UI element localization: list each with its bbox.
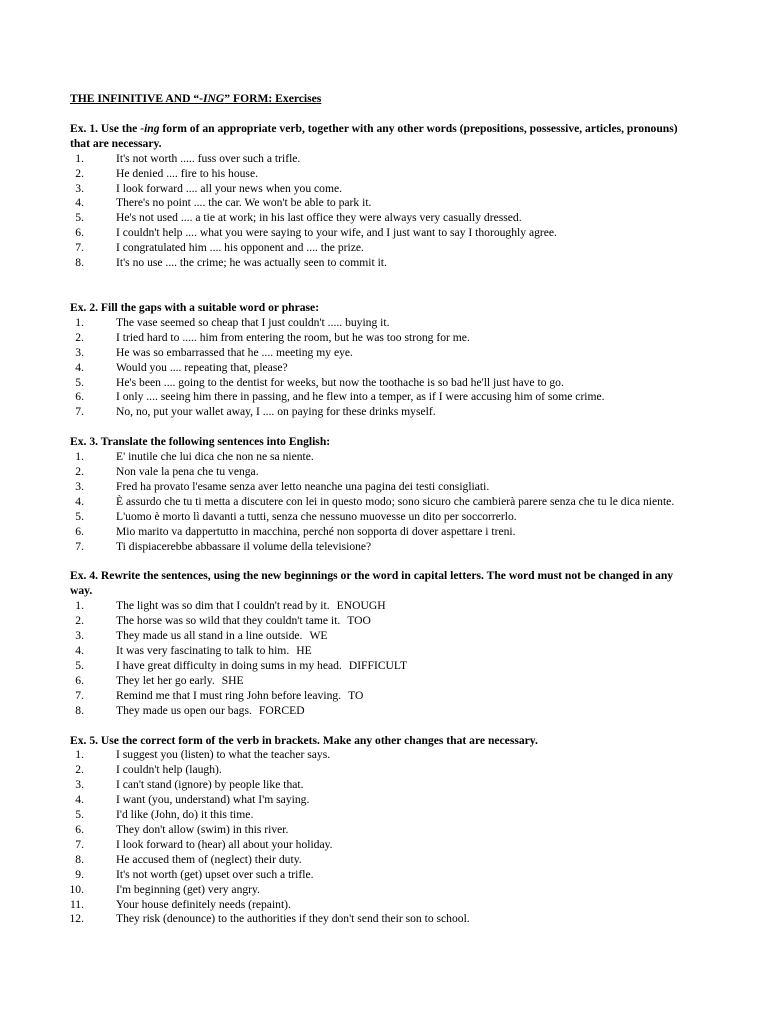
list-item [70,241,678,256]
item-number: 7. [75,405,84,419]
item-keyword: TO [348,688,364,702]
item-number: 3. [75,778,84,792]
list-item [70,495,678,510]
item-text: È assurdo che tu ti metta a discutere con lei in questo modo; sono sicuro che cambierà parere senza che tu le dica niente. [116,494,675,508]
item-number: 3. [75,345,84,359]
item-text: I only .... seeing him there in passing, and he flew into a temper, as if I were accusing him of some crime. [116,390,605,404]
section-spacer [70,271,678,301]
list-item [70,763,678,778]
item-text: It's not worth (get) upset over such a trifle. [116,867,314,881]
item-text: They let her go early. [116,673,215,687]
list-item [70,376,678,391]
title-text-italic: ING [203,92,225,105]
list-item [70,525,678,540]
list-item [70,480,678,495]
list-item [70,599,678,614]
item-keyword: DIFFICULT [348,658,408,672]
item-number: 7. [75,837,84,851]
list-item [70,898,678,913]
item-number: 5. [75,808,84,822]
item-text: Non vale la pena che tu venga. [116,465,259,479]
item-text: Mio marito va dappertutto in macchina, perché non sopporta di dover aspettare i treni. [116,524,516,538]
item-text: Would you .... repeating that, please? [116,360,288,374]
item-number: 8. [75,703,84,717]
list-item [70,704,678,719]
item-text: He's been .... going to the dentist for weeks, but now the toothache is so bad he'll just have to go. [116,375,564,389]
list-item [70,659,678,674]
exercise-5-heading: Ex. 5. Use the correct form of the verb in brackets. Make any other changes that are necessary. [70,733,538,747]
item-number: 6. [75,226,84,240]
item-number: 4. [75,793,84,807]
section-spacer [70,554,678,569]
list-item [70,614,678,629]
list-item [70,256,678,271]
exercise-3-heading: Ex. 3. Translate the following sentences into English: [70,435,331,449]
item-number: 1. [75,599,84,613]
item-number: 3. [75,479,84,493]
item-number: 9. [75,867,84,881]
list-item [70,674,678,689]
item-number: 7. [75,241,84,255]
item-text: I suggest you (listen) to what the teacher says. [116,748,331,762]
item-text: He accused them of (neglect) their duty. [116,852,302,866]
item-text: It's not worth ..... fuss over such a trifle. [116,151,301,165]
item-text: Fred ha provato l'esame senza aver letto neanche una pagina dei testi consigliati. [116,479,490,493]
item-keyword: TOO [347,614,371,628]
list-item [70,838,678,853]
document-title [70,92,678,107]
list-item [70,629,678,644]
item-text: I couldn't help (laugh). [116,763,222,777]
item-text: E' inutile che lui dica che non ne sa niente. [116,450,314,464]
item-text: I can't stand (ignore) by people like that. [116,778,304,792]
item-number: 6. [75,390,84,404]
item-number: 3. [75,181,84,195]
exercise-3 [70,435,678,554]
item-number: 5. [75,375,84,389]
list-item [70,316,678,331]
section-spacer [70,719,678,734]
list-item [70,331,678,346]
item-number: 2. [75,330,84,344]
item-text: He's not used .... a tie at work; in his last office they were always very casually dressed. [116,211,522,225]
list-item [70,390,678,405]
item-number: 4. [75,644,84,657]
list-item [70,346,678,361]
list-item [70,748,678,763]
item-number: 2. [75,763,84,777]
item-number: 4. [75,196,84,210]
list-item [70,853,678,868]
item-keyword: HE [296,644,312,657]
item-text: I couldn't help .... what you were saying to your wife, and I just want to say I thoroughly agree. [116,226,557,240]
list-item [70,868,678,883]
exercise-2-heading: Ex. 2. Fill the gaps with a suitable word or phrase: [70,300,320,314]
section-spacer [70,420,678,435]
exercise-4 [70,569,678,718]
heading-text: form of an appropriate verb, together with any other words (prepositions, possessive, articles, pronouns) that are necessary. [70,121,678,150]
item-number: 2. [75,614,84,628]
heading-text: Ex. 1. Use the [70,121,141,135]
item-number: 2. [75,465,84,479]
item-text: There's no point .... the car. We won't be able to park it. [116,196,372,210]
item-number: 11. [69,897,84,911]
list-item [70,778,678,793]
item-keyword: ENOUGH [336,599,386,613]
item-text: L'uomo è morto lì davanti a tutti, senza che nessuno muovesse un dito per soccorrerlo. [116,509,517,523]
exercise-2 [70,301,678,420]
list-item [70,182,678,197]
exercise-4-heading: Ex. 4. Rewrite the sentences, using the new beginnings or the word in capital letters. The word must not be changed in any way. [70,569,674,598]
item-text: Ti dispiacerebbe abbassare il volume della televisione? [116,539,372,553]
list-item [70,689,678,704]
heading-italic: -ing [140,121,160,135]
item-number: 7. [75,539,84,553]
item-text: It was very fascinating to talk to him. [116,644,290,657]
list-item [70,211,678,226]
item-text: I look forward to (hear) all about your holiday. [116,837,333,851]
item-text: Remind me that I must ring John before leaving. [116,688,342,702]
list-item [70,152,678,167]
item-number: 6. [75,673,84,687]
item-number: 5. [75,658,84,672]
item-text: I congratulated him .... his opponent and .... the prize. [116,241,364,255]
item-number: 8. [75,852,84,866]
list-item [70,540,678,555]
item-text: I look forward .... all your news when you come. [116,181,343,195]
item-text: They made us all stand in a line outside. [116,629,303,643]
item-text: They made us open our bags. [116,703,252,717]
title-text-start: THE INFINITIVE AND “- [70,92,204,105]
item-number: 10. [69,882,84,896]
list-item [70,793,678,808]
item-text: I tried hard to ..... him from entering the room, but he was too strong for me. [116,330,470,344]
item-number: 5. [75,509,84,523]
item-text: The light was so dim that I couldn't read by it. [116,599,330,613]
item-text: They don't allow (swim) in this river. [116,822,289,836]
title-text-end: ” FORM: Exercises [224,92,322,105]
item-number: 2. [75,166,84,180]
item-keyword: FORCED [258,703,305,717]
item-text: He denied .... fire to his house. [116,166,258,180]
list-item [70,912,678,927]
item-text: It's no use .... the crime; he was actually seen to commit it. [116,256,387,270]
list-item [70,167,678,182]
item-number: 5. [75,211,84,225]
item-number: 6. [75,822,84,836]
list-item [70,510,678,525]
list-item [70,405,678,420]
item-text: They risk (denounce) to the authorities if they don't send their son to school. [116,912,470,926]
item-text: I want (you, understand) what I'm saying. [116,793,310,807]
item-text: He was so embarrassed that he .... meeting my eye. [116,345,353,359]
list-item [70,450,678,465]
item-text: Your house definitely needs (repaint). [116,897,291,911]
item-text: No, no, put your wallet away, I .... on paying for these drinks myself. [116,405,436,419]
item-number: 1. [75,151,84,165]
exercise-1 [70,122,678,271]
item-number: 1. [75,315,84,329]
item-keyword: WE [309,629,328,643]
item-number: 7. [75,688,84,702]
item-number: 6. [75,524,84,538]
item-keyword: SHE [221,673,244,687]
list-item [70,644,678,659]
item-number: 3. [75,629,84,643]
list-item [70,808,678,823]
item-number: 12. [69,912,84,926]
list-item [70,196,678,211]
list-item [70,883,678,898]
exercise-1-heading [70,122,678,152]
list-item [70,823,678,838]
document-page [70,92,678,927]
item-number: 8. [75,256,84,270]
list-item [70,361,678,376]
item-text: The horse was so wild that they couldn't tame it. [116,614,341,628]
item-number: 1. [75,748,84,762]
list-item [70,226,678,241]
item-text: I'm beginning (get) very angry. [116,882,260,896]
item-number: 1. [75,450,84,464]
item-text: The vase seemed so cheap that I just couldn't ..... buying it. [116,315,390,329]
item-text: I have great difficulty in doing sums in my head. [116,658,342,672]
exercise-5 [70,734,678,928]
item-number: 4. [75,360,84,374]
list-item [70,465,678,480]
item-text: I'd like (John, do) it this time. [116,808,254,822]
item-number: 4. [75,494,84,508]
